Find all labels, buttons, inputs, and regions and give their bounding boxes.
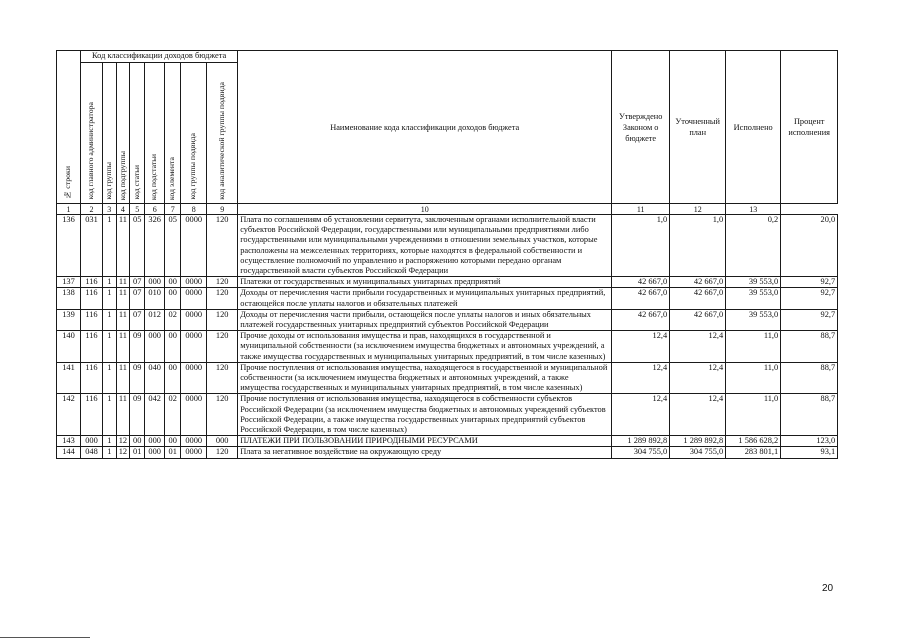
column-number: 6: [145, 204, 165, 215]
column-number: 4: [116, 204, 130, 215]
cell-row-number: 141: [57, 362, 81, 394]
column-number: 9: [207, 204, 238, 215]
cell-article-code: 09: [130, 331, 145, 363]
cell-element-code: 00: [165, 288, 181, 309]
cell-group-code: 1: [103, 447, 117, 458]
cell-admin-code: 000: [81, 436, 103, 447]
cell-row-number: 139: [57, 309, 81, 330]
cell-percent: 123,0: [781, 436, 838, 447]
cell-name: Плата за негативное воздействие на окружающую среду: [238, 447, 612, 458]
cell-admin-code: 116: [81, 362, 103, 394]
page-number: 20: [822, 583, 834, 594]
header-article-code: код статьи: [130, 63, 145, 204]
cell-article-code: 09: [130, 362, 145, 394]
cell-subarticle-code: 000: [145, 447, 165, 458]
cell-subarticle-code: 040: [145, 362, 165, 394]
column-number: 12: [670, 204, 726, 215]
cell-subarticle-code: 000: [145, 331, 165, 363]
cell-executed: 39 553,0: [726, 277, 781, 288]
cell-subarticle-code: 000: [145, 277, 165, 288]
cell-approved: 1,0: [612, 215, 670, 277]
cell-element-code: 00: [165, 331, 181, 363]
cell-executed: 283 801,1: [726, 447, 781, 458]
table-row: [57, 394, 838, 436]
cell-admin-code: 048: [81, 447, 103, 458]
cell-admin-code: 116: [81, 331, 103, 363]
table-body: [57, 215, 838, 459]
cell-subarticle-code: 042: [145, 394, 165, 436]
cell-analytic-group-code: 120: [207, 288, 238, 309]
cell-analytic-group-code: 120: [207, 362, 238, 394]
cell-element-code: 02: [165, 394, 181, 436]
cell-executed: 11,0: [726, 331, 781, 363]
column-number: 3: [103, 204, 117, 215]
cell-group-code: 1: [103, 394, 117, 436]
cell-analytic-group-code: 120: [207, 331, 238, 363]
cell-percent: 93,1: [781, 447, 838, 458]
cell-subtype-group-code: 0000: [181, 436, 207, 447]
cell-subgroup-code: 11: [116, 309, 130, 330]
cell-executed: 39 553,0: [726, 288, 781, 309]
cell-plan: 1 289 892,8: [670, 436, 726, 447]
cell-approved: 12,4: [612, 394, 670, 436]
cell-approved: 42 667,0: [612, 309, 670, 330]
cell-element-code: 01: [165, 447, 181, 458]
cell-group-code: 1: [103, 331, 117, 363]
column-number: 13: [726, 204, 781, 215]
table-row: [57, 277, 838, 288]
cell-subtype-group-code: 0000: [181, 394, 207, 436]
cell-percent: 88,7: [781, 394, 838, 436]
table-header: [57, 51, 838, 215]
cell-article-code: 05: [130, 215, 145, 277]
cell-element-code: 00: [165, 436, 181, 447]
cell-executed: 11,0: [726, 362, 781, 394]
cell-article-code: 00: [130, 436, 145, 447]
cell-plan: 304 755,0: [670, 447, 726, 458]
cell-analytic-group-code: 120: [207, 277, 238, 288]
cell-plan: 42 667,0: [670, 277, 726, 288]
cell-approved: 1 289 892,8: [612, 436, 670, 447]
cell-analytic-group-code: 120: [207, 215, 238, 277]
cell-approved: 304 755,0: [612, 447, 670, 458]
cell-element-code: 00: [165, 277, 181, 288]
cell-name: Платежи от государственных и муниципальных унитарных предприятий: [238, 277, 612, 288]
cell-article-code: 01: [130, 447, 145, 458]
cell-subgroup-code: 11: [116, 288, 130, 309]
table-row: [57, 436, 838, 447]
cell-row-number: 138: [57, 288, 81, 309]
header-element-code: код элемента: [165, 63, 181, 204]
cell-subgroup-code: 12: [116, 447, 130, 458]
header-admin-code: код главного администратора: [81, 63, 103, 204]
cell-plan: 12,4: [670, 362, 726, 394]
cell-name: Прочие поступления от использования имущества, находящегося в собственности субъектов Российской Федерации (за исключением имущества бюджетных и автономных учреждений субъектов Российской Федерации, а также имущества государственных унитарных предприятий субъектов Российской Федерации, в том числе казенных): [238, 394, 612, 436]
column-number: 2: [81, 204, 103, 215]
header-percent: Процент исполнения: [781, 51, 838, 204]
header-name: Наименование кода классификации доходов бюджета: [238, 51, 612, 204]
cell-analytic-group-code: 000: [207, 436, 238, 447]
column-number: 10: [238, 204, 612, 215]
cell-group-code: 1: [103, 309, 117, 330]
header-executed: Исполнено: [726, 51, 781, 204]
header-plan: Уточненный план: [670, 51, 726, 204]
cell-row-number: 136: [57, 215, 81, 277]
cell-element-code: 05: [165, 215, 181, 277]
cell-analytic-group-code: 120: [207, 394, 238, 436]
header-analytic-group-code: код аналитической группы подвида: [207, 63, 238, 204]
cell-subtype-group-code: 0000: [181, 215, 207, 277]
cell-subtype-group-code: 0000: [181, 309, 207, 330]
cell-row-number: 143: [57, 436, 81, 447]
header-group-code: код группы: [103, 63, 117, 204]
header-subarticle-code: код подстатьи: [145, 63, 165, 204]
cell-analytic-group-code: 120: [207, 447, 238, 458]
cell-executed: 11,0: [726, 394, 781, 436]
cell-admin-code: 116: [81, 277, 103, 288]
cell-executed: 39 553,0: [726, 309, 781, 330]
cell-executed: 0,2: [726, 215, 781, 277]
cell-subtype-group-code: 0000: [181, 277, 207, 288]
header-row-number: № строки: [57, 51, 81, 204]
cell-subtype-group-code: 0000: [181, 362, 207, 394]
cell-admin-code: 116: [81, 288, 103, 309]
table-row: [57, 309, 838, 330]
cell-group-code: 1: [103, 436, 117, 447]
cell-percent: 92,7: [781, 277, 838, 288]
cell-plan: 42 667,0: [670, 288, 726, 309]
column-number: 1: [57, 204, 81, 215]
cell-element-code: 00: [165, 362, 181, 394]
cell-name: Плата по соглашениям об установлении сервитута, заключенным органами исполнительной власти субъектов Российской Федерации, государственными или муниципальными предприятиями либо государственными или муниципальными учреждениями в отношении земельных участков, которые расположены на межселенных территориях, которые находятся в федеральной собственности и осуществление полномочий по управлению и распоряжению которыми передано органам государственной власти субъектов Российской Федерации: [238, 215, 612, 277]
cell-article-code: 09: [130, 394, 145, 436]
cell-subgroup-code: 12: [116, 436, 130, 447]
cell-subgroup-code: 11: [116, 277, 130, 288]
cell-subtype-group-code: 0000: [181, 331, 207, 363]
cell-subgroup-code: 11: [116, 215, 130, 277]
header-subgroup-code: код подгруппы: [116, 63, 130, 204]
cell-subgroup-code: 11: [116, 362, 130, 394]
cell-percent: 92,7: [781, 288, 838, 309]
cell-name: Прочие поступления от использования имущества, находящегося в государственной и муниципальной собственности (за исключением имущества бюджетных и автономных учреждений, а также имущества государственных и муниципальных унитарных предприятий, в том числе казенных): [238, 362, 612, 394]
cell-plan: 12,4: [670, 394, 726, 436]
header-approved: Утверждено Законом о бюджете: [612, 51, 670, 204]
cell-admin-code: 031: [81, 215, 103, 277]
cell-approved: 42 667,0: [612, 288, 670, 309]
cell-percent: 20,0: [781, 215, 838, 277]
table-row: [57, 215, 838, 277]
header-subtype-group-code: код группы подвида: [181, 63, 207, 204]
cell-approved: 12,4: [612, 331, 670, 363]
cell-article-code: 07: [130, 309, 145, 330]
cell-group-code: 1: [103, 362, 117, 394]
cell-plan: 12,4: [670, 331, 726, 363]
cell-name: Прочие доходы от использования имущества и прав, находящихся в государственной и муниципальной собственности (за исключением имущества бюджетных и автономных учреждений, а также имущества государственных и муниципальных унитарных предприятий, в том числе казенных): [238, 331, 612, 363]
table-row: [57, 331, 838, 363]
cell-subarticle-code: 000: [145, 436, 165, 447]
table-row: [57, 288, 838, 309]
footer-line: [0, 637, 90, 638]
cell-subarticle-code: 326: [145, 215, 165, 277]
cell-admin-code: 116: [81, 394, 103, 436]
column-number: 11: [612, 204, 670, 215]
cell-approved: 42 667,0: [612, 277, 670, 288]
cell-subtype-group-code: 0000: [181, 288, 207, 309]
cell-approved: 12,4: [612, 362, 670, 394]
cell-percent: 88,7: [781, 331, 838, 363]
cell-subgroup-code: 11: [116, 331, 130, 363]
cell-plan: 42 667,0: [670, 309, 726, 330]
table-row: [57, 447, 838, 458]
cell-row-number: 137: [57, 277, 81, 288]
cell-name: Доходы от перечисления части прибыли государственных и муниципальных унитарных предприятий, остающейся после уплаты налогов и обязательных платежей: [238, 288, 612, 309]
cell-admin-code: 116: [81, 309, 103, 330]
cell-element-code: 02: [165, 309, 181, 330]
cell-name: Доходы от перечисления части прибыли, остающейся после уплаты налогов и иных обязательных платежей государственных унитарных предприятий субъектов Российской Федерации: [238, 309, 612, 330]
column-number: 8: [181, 204, 207, 215]
cell-percent: 88,7: [781, 362, 838, 394]
cell-row-number: 142: [57, 394, 81, 436]
header-classification-group: Код классификации доходов бюджета: [81, 51, 238, 63]
cell-row-number: 144: [57, 447, 81, 458]
cell-plan: 1,0: [670, 215, 726, 277]
cell-name: ПЛАТЕЖИ ПРИ ПОЛЬЗОВАНИИ ПРИРОДНЫМИ РЕСУРСАМИ: [238, 436, 612, 447]
table-row: [57, 362, 838, 394]
cell-group-code: 1: [103, 215, 117, 277]
budget-revenue-table: [56, 50, 838, 459]
cell-percent: 92,7: [781, 309, 838, 330]
cell-article-code: 07: [130, 277, 145, 288]
cell-group-code: 1: [103, 288, 117, 309]
cell-subgroup-code: 11: [116, 394, 130, 436]
cell-group-code: 1: [103, 277, 117, 288]
cell-subtype-group-code: 0000: [181, 447, 207, 458]
cell-article-code: 07: [130, 288, 145, 309]
column-number-row: [57, 204, 838, 215]
column-number: 7: [165, 204, 181, 215]
column-number: 5: [130, 204, 145, 215]
cell-subarticle-code: 012: [145, 309, 165, 330]
cell-analytic-group-code: 120: [207, 309, 238, 330]
cell-row-number: 140: [57, 331, 81, 363]
cell-subarticle-code: 010: [145, 288, 165, 309]
cell-executed: 1 586 628,2: [726, 436, 781, 447]
